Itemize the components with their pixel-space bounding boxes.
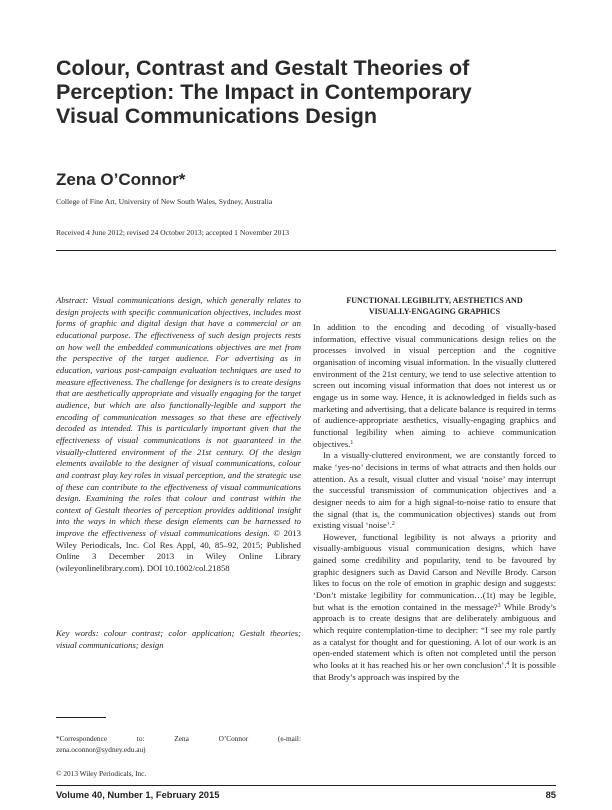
keywords: Key words: colour contrast; color application; Gestalt theories; visual communications; design [56, 628, 301, 650]
footnote-ref[interactable]: 1 [350, 439, 354, 446]
received-dates: Received 4 June 2012; revised 24 October 2013; accepted 1 November 2013 [56, 228, 290, 237]
body-text [313, 322, 556, 683]
footnote-email[interactable]: zena.oconnor@sydney.edu.au) [56, 745, 146, 754]
footnote-word: Zena [174, 734, 189, 743]
paragraph: However, functional legibility is not always a priority and visually-ambiguous visual communication designs, which have gained some credibility and popularity, tend to be favoured by graphic designers such as David Carson and Neville Brody. Carson likes to focus on the role of emotion in graphic design and suggests: ‘Don’t mistake legibility for communication…(1t) may be legible, but what is the emotion contained in the message?$^3$ While Brody’s approach is to create designs that are deliberately ambiguous and which require contemplation-time to decipher: “I see my role partly as a catalyst for thought and for questioning. A lot of our work is an open-ended statement which is often not completed until the person who looks at it has reached his or her own conclusion’.$^4$ It is possible that Brody’s approach was inspired by the [313, 531, 557, 682]
title-line: Colour, Contrast and Gestalt Theories of [56, 56, 470, 80]
article-title [56, 56, 556, 128]
section-heading-line: FUNCTIONAL LEGIBILITY, AESTHETICS AND [346, 296, 523, 305]
correspondence-footnote [56, 733, 301, 755]
page-number: 85 [545, 789, 556, 800]
title-line: Visual Communications Design [56, 104, 377, 128]
footnote-word: to: [136, 734, 145, 743]
author-affiliation: College of Fine Art, University of New South Wales, Sydney, Australia [56, 197, 273, 206]
section-heading [313, 296, 556, 317]
abstract [56, 295, 301, 575]
journal-volume: Volume 40, Number 1, February 2015 [56, 789, 220, 800]
footnote-ref[interactable]: 2 [391, 521, 395, 528]
copyright-notice: © 2013 Wiley Periodicals, Inc. [56, 769, 147, 778]
footnote-word: *Correspondence [56, 734, 108, 743]
paragraph: In a visually-cluttered environment, we are constantly forced to make ‘yes-no’ decisions in terms of what attracts and then holds our attention. As a result, visual clutter and visual ‘noise’ may interrupt the successful transmission of communication objectives and a designer needs to aim for a high signal-to-noise ratio to ensure that the signal (that is, the communication objectives) stands out from existing visual ‘noise’.$^2$ [313, 450, 556, 531]
footer-divider [56, 785, 556, 786]
author-name: Zena O’Connor* [56, 170, 186, 189]
title-line: Perception: The Impact in Contemporary [56, 80, 472, 104]
section-heading-line: VISUALLY-ENGAGING GRAPHICS [368, 306, 501, 316]
footnote-word: (e-mail: [277, 734, 301, 743]
abstract-text: Abstract: Visual communications design, which generally relates to design projects with specific communication objectives, includes most forms of graphic and digital design that have a commercial or an educational purpose. The effectiveness of such design projects rests on how well the embedded communications objectives are met from the perspective of the target audience. For advertising as in education, various post-campaign evaluation techniques are used to measure effectiveness. The challenge for designers is to create designs that are aesthetically appropriate and visually engaging for the target audience, but which are also functionally-legible and support the encoding of communication messages so that these are effectively decoded as intended. This is particularly important given that the effectiveness of visual communications is not guaranteed in the visually-cluttered environment of the 21st century. Of the design elements available to the designer of visual communications, colour and contrast play key roles in visual perception, and the strategic use of these can contribute to the effectiveness of visual communications design. Examining the roles that colour and contrast within the context of Gestalt theories of perception provides additional insight into the ways in which these design elements can be harnessed to improve the effectiveness of visual communications design. [56, 295, 301, 539]
footnote-divider [56, 717, 106, 718]
header-divider [56, 250, 556, 251]
paragraph: In addition to the encoding and decoding of visually-based information, effective visual communications design relies on the processes involved in visual perception and the cognitive organisation of incoming visual information. In the visually cluttered environment of the 21st century, we tend to use selective attention to screen out incoming visual information that does not interest us or engage us in some way. Hence, it is acknowledged in fields such as marketing and advertising, that a delicate balance is required in terms of audience-appropriate aesthetics, visually-engaging graphics and functional legibility when aiming to achieve communication objectives.$^1$ [313, 322, 556, 449]
footnote-ref[interactable]: 4 [506, 661, 510, 668]
abstract-citation: © 2013 Wiley Periodicals, Inc. Col Res Appl, 40, 85–92, 2015; Published Online 3 December 2013 in Wiley Online Library (wileyonlinelibrary.com). DOI 10.1002/col.21858 [56, 528, 301, 574]
footnote-line [56, 733, 301, 744]
footnote-ref[interactable]: 3 [497, 602, 501, 609]
footnote-word: O’Connor [218, 734, 249, 743]
